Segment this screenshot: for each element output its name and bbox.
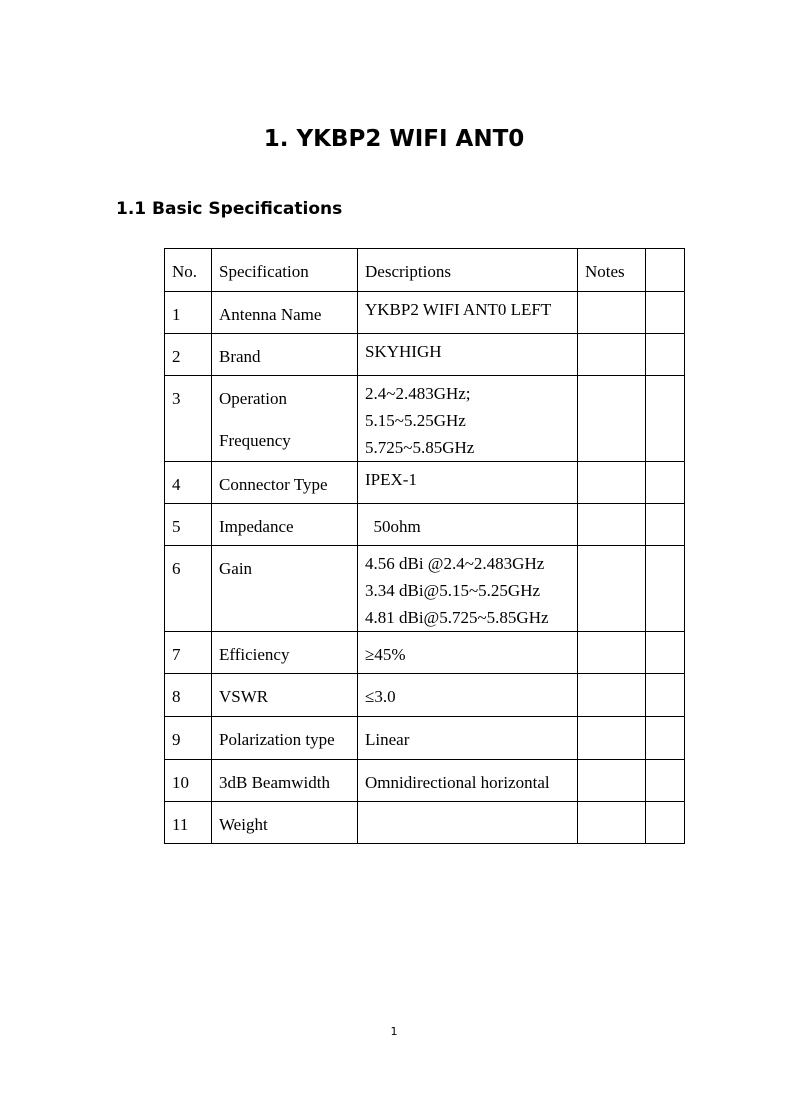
table-row [165,674,685,717]
cell-specification [212,376,358,462]
cell-no: 6 [165,546,212,632]
cell-no: 2 [165,334,212,376]
cell-no: 7 [165,632,212,674]
cell-notes [578,462,646,504]
table-header-row [165,249,685,292]
cell-notes [578,674,646,717]
cell-description [358,546,578,632]
header-notes: Notes [578,249,646,292]
spec-line: Polarization type [219,730,335,749]
cell-notes [578,802,646,844]
cell-specification [212,632,358,674]
cell-notes [578,632,646,674]
description-line: ≤3.0 [365,687,396,706]
description-line: SKYHIGH [365,342,442,361]
cell-no: 8 [165,674,212,717]
cell-specification [212,462,358,504]
description-line: IPEX-1 [365,470,417,489]
cell-no: 1 [165,292,212,334]
description-line: ≥45% [365,645,406,664]
spec-line: Connector Type [219,475,328,494]
spec-line: Efficiency [219,645,290,664]
table-row [165,632,685,674]
cell-no: 9 [165,717,212,760]
spec-line: Impedance [219,517,294,536]
cell-specification [212,717,358,760]
header-no: No. [165,249,212,292]
cell-extra [646,674,685,717]
description-line: 5.15~5.25GHz [365,411,466,430]
spec-line: Gain [219,559,253,578]
cell-no: 3 [165,376,212,462]
cell-specification [212,760,358,802]
description-line: Omnidirectional horizontal [365,773,550,792]
cell-description [358,292,578,334]
description-line: 4.81 dBi@5.725~5.85GHz [365,608,549,627]
cell-specification [212,504,358,546]
cell-description [358,504,578,546]
spec-line: Brand [219,347,261,366]
cell-extra [646,760,685,802]
section-heading: 1.1 Basic Specifications [116,199,343,219]
cell-extra [646,334,685,376]
spec-line: 3dB Beamwidth [219,773,330,792]
cell-no: 5 [165,504,212,546]
cell-extra [646,462,685,504]
cell-notes [578,504,646,546]
table-row [165,462,685,504]
header-extra [646,249,685,292]
table-row [165,802,685,844]
cell-notes [578,717,646,760]
cell-extra [646,376,685,462]
cell-description [358,462,578,504]
page-number: 1 [390,1025,398,1038]
cell-description [358,674,578,717]
cell-description [358,802,578,844]
description-line: 3.34 dBi@5.15~5.25GHz [365,581,541,600]
description-line: YKBP2 WIFI ANT0 LEFT [365,300,552,319]
cell-specification [212,334,358,376]
description-line: Linear [365,730,410,749]
page-title: 1. YKBP2 WIFI ANT0 [263,126,525,152]
cell-extra [646,504,685,546]
table-row [165,292,685,334]
spec-line: VSWR [219,687,269,706]
description-line: 50ohm [365,517,421,536]
cell-extra [646,802,685,844]
cell-notes [578,376,646,462]
cell-notes [578,334,646,376]
description-line: 4.56 dBi @2.4~2.483GHz [365,554,545,573]
cell-specification [212,674,358,717]
table-row [165,376,685,462]
description-line: 2.4~2.483GHz; [365,384,471,403]
cell-specification [212,546,358,632]
cell-notes [578,292,646,334]
table-row [165,760,685,802]
table-row [165,546,685,632]
cell-extra [646,717,685,760]
spec-line: Weight [219,815,268,834]
cell-extra [646,632,685,674]
description-line: 5.725~5.85GHz [365,438,475,457]
spec-table [164,248,685,844]
cell-description [358,717,578,760]
table-row [165,717,685,760]
cell-extra [646,546,685,632]
cell-no: 10 [165,760,212,802]
cell-extra [646,292,685,334]
cell-specification [212,802,358,844]
cell-no: 4 [165,462,212,504]
cell-description [358,632,578,674]
table-row [165,334,685,376]
cell-description [358,334,578,376]
header-specification: Specification [212,249,358,292]
spec-line: Antenna Name [219,305,322,324]
cell-description [358,376,578,462]
cell-description [358,760,578,802]
cell-no: 11 [165,802,212,844]
header-descriptions: Descriptions [358,249,578,292]
cell-notes [578,760,646,802]
table-row [165,504,685,546]
spec-line: Operation [219,389,287,408]
spec-line: Frequency [219,431,291,450]
cell-notes [578,546,646,632]
cell-specification [212,292,358,334]
